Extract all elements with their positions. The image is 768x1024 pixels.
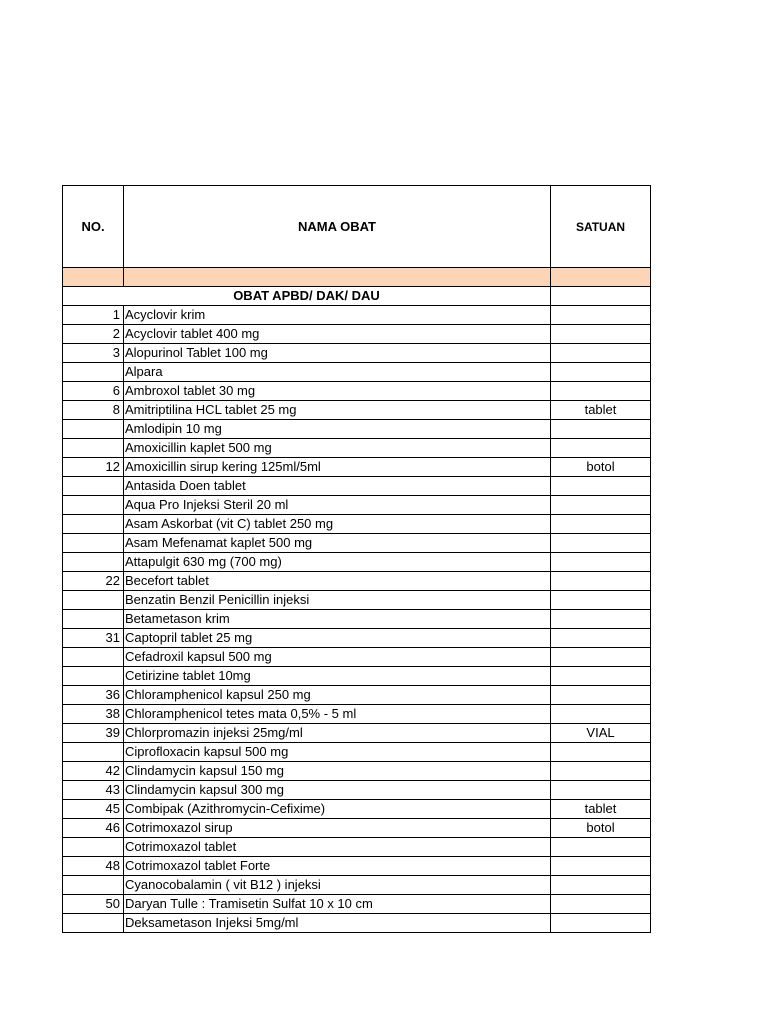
row-number-cell: 48: [63, 857, 124, 876]
unit-cell: [551, 629, 651, 648]
row-number-cell: [63, 591, 124, 610]
unit-cell: [551, 420, 651, 439]
drug-name-cell: Combipak (Azithromycin-Cefixime): [124, 800, 551, 819]
drug-name-cell: Chloramphenicol kapsul 250 mg: [124, 686, 551, 705]
unit-cell: [551, 838, 651, 857]
table-row: [63, 458, 651, 477]
row-number-cell: [63, 439, 124, 458]
row-number-cell: [63, 496, 124, 515]
drug-name-cell: Ciprofloxacin kapsul 500 mg: [124, 743, 551, 762]
spacer-cell: [124, 268, 551, 287]
table-row: [63, 895, 651, 914]
row-number-cell: [63, 838, 124, 857]
drug-name-cell: Chlorpromazin injeksi 25mg/ml: [124, 724, 551, 743]
row-number-cell: [63, 420, 124, 439]
drug-name-cell: Aqua Pro Injeksi Steril 20 ml: [124, 496, 551, 515]
highlight-spacer-row: [63, 268, 651, 287]
table-row: [63, 800, 651, 819]
unit-cell: [551, 363, 651, 382]
table-row: [63, 591, 651, 610]
unit-cell: [551, 325, 651, 344]
unit-cell: tablet: [551, 401, 651, 420]
drug-name-cell: Amoxicillin sirup kering 125ml/5ml: [124, 458, 551, 477]
unit-cell: botol: [551, 458, 651, 477]
row-number-cell: 46: [63, 819, 124, 838]
unit-cell: VIAL: [551, 724, 651, 743]
unit-cell: [551, 914, 651, 933]
drug-name-cell: Benzatin Benzil Penicillin injeksi: [124, 591, 551, 610]
drug-name-cell: Antasida Doen tablet: [124, 477, 551, 496]
unit-cell: [551, 610, 651, 629]
drug-name-cell: Daryan Tulle : Tramisetin Sulfat 10 x 10 cm: [124, 895, 551, 914]
row-number-cell: 50: [63, 895, 124, 914]
row-number-cell: 42: [63, 762, 124, 781]
table-row: [63, 686, 651, 705]
unit-cell: [551, 477, 651, 496]
drug-name-cell: Asam Askorbat (vit C) tablet 250 mg: [124, 515, 551, 534]
drug-name-cell: Cotrimoxazol sirup: [124, 819, 551, 838]
row-number-cell: 43: [63, 781, 124, 800]
drug-name-cell: Ambroxol tablet 30 mg: [124, 382, 551, 401]
row-number-cell: [63, 743, 124, 762]
row-number-cell: 45: [63, 800, 124, 819]
table-row: [63, 572, 651, 591]
unit-cell: [551, 439, 651, 458]
spacer-cell: [551, 268, 651, 287]
unit-cell: [551, 895, 651, 914]
drug-name-cell: Amoxicillin kaplet 500 mg: [124, 439, 551, 458]
header-no: NO.: [63, 186, 124, 268]
table-header-row: [63, 186, 651, 268]
unit-cell: [551, 534, 651, 553]
unit-cell: [551, 553, 651, 572]
row-number-cell: 36: [63, 686, 124, 705]
table-row: [63, 629, 651, 648]
unit-cell: [551, 496, 651, 515]
table-row: [63, 743, 651, 762]
drug-name-cell: Alopurinol Tablet 100 mg: [124, 344, 551, 363]
table-row: [63, 857, 651, 876]
table-row: [63, 781, 651, 800]
unit-cell: [551, 762, 651, 781]
table-row: [63, 382, 651, 401]
unit-cell: [551, 705, 651, 724]
table-row: [63, 705, 651, 724]
unit-cell: [551, 572, 651, 591]
table-row: [63, 553, 651, 572]
table-row: [63, 876, 651, 895]
row-number-cell: 2: [63, 325, 124, 344]
table-row: [63, 401, 651, 420]
header-drug-name: NAMA OBAT: [124, 186, 551, 268]
unit-cell: [551, 743, 651, 762]
row-number-cell: [63, 515, 124, 534]
unit-cell: [551, 857, 651, 876]
drug-name-cell: Deksametason Injeksi 5mg/ml: [124, 914, 551, 933]
table-row: [63, 914, 651, 933]
row-number-cell: 31: [63, 629, 124, 648]
drug-name-cell: Chloramphenicol tetes mata 0,5% - 5 ml: [124, 705, 551, 724]
unit-cell: [551, 591, 651, 610]
drug-name-cell: Acyclovir tablet 400 mg: [124, 325, 551, 344]
table-row: [63, 819, 651, 838]
row-number-cell: 3: [63, 344, 124, 363]
table-row: [63, 363, 651, 382]
drug-name-cell: Cetirizine tablet 10mg: [124, 667, 551, 686]
row-number-cell: 38: [63, 705, 124, 724]
section-unit-cell: [551, 287, 651, 306]
unit-cell: [551, 876, 651, 895]
unit-cell: [551, 344, 651, 363]
section-header-row: [63, 287, 651, 306]
table-row: [63, 838, 651, 857]
drug-name-cell: Becefort tablet: [124, 572, 551, 591]
unit-cell: tablet: [551, 800, 651, 819]
table-row: [63, 325, 651, 344]
row-number-cell: 39: [63, 724, 124, 743]
row-number-cell: 6: [63, 382, 124, 401]
drug-name-cell: Captopril tablet 25 mg: [124, 629, 551, 648]
table-row: [63, 667, 651, 686]
row-number-cell: [63, 534, 124, 553]
table-row: [63, 610, 651, 629]
table-row: [63, 344, 651, 363]
drug-name-cell: Acyclovir krim: [124, 306, 551, 325]
unit-cell: [551, 382, 651, 401]
table-row: [63, 439, 651, 458]
row-number-cell: 22: [63, 572, 124, 591]
table-row: [63, 762, 651, 781]
drug-name-cell: Cefadroxil kapsul 500 mg: [124, 648, 551, 667]
row-number-cell: [63, 648, 124, 667]
unit-cell: [551, 686, 651, 705]
row-number-cell: [63, 914, 124, 933]
row-number-cell: [63, 363, 124, 382]
table-body: [63, 268, 651, 933]
unit-cell: [551, 667, 651, 686]
spacer-cell: [63, 268, 124, 287]
drug-name-cell: Cotrimoxazol tablet Forte: [124, 857, 551, 876]
row-number-cell: [63, 477, 124, 496]
table-row: [63, 648, 651, 667]
row-number-cell: 8: [63, 401, 124, 420]
row-number-cell: [63, 553, 124, 572]
drug-name-cell: Betametason krim: [124, 610, 551, 629]
table-row: [63, 477, 651, 496]
table-row: [63, 420, 651, 439]
row-number-cell: [63, 876, 124, 895]
drug-name-cell: Cyanocobalamin ( vit B12 ) injeksi: [124, 876, 551, 895]
table-row: [63, 496, 651, 515]
unit-cell: [551, 515, 651, 534]
table-row: [63, 515, 651, 534]
drug-name-cell: Clindamycin kapsul 150 mg: [124, 762, 551, 781]
drug-name-cell: Attapulgit 630 mg (700 mg): [124, 553, 551, 572]
row-number-cell: [63, 667, 124, 686]
unit-cell: [551, 781, 651, 800]
row-number-cell: 12: [63, 458, 124, 477]
row-number-cell: 1: [63, 306, 124, 325]
drug-name-cell: Amitriptilina HCL tablet 25 mg: [124, 401, 551, 420]
unit-cell: [551, 306, 651, 325]
header-unit: SATUAN: [551, 186, 651, 268]
drug-name-cell: Amlodipin 10 mg: [124, 420, 551, 439]
drug-name-cell: Asam Mefenamat kaplet 500 mg: [124, 534, 551, 553]
drug-name-cell: Alpara: [124, 363, 551, 382]
unit-cell: [551, 648, 651, 667]
drug-name-cell: Cotrimoxazol tablet: [124, 838, 551, 857]
unit-cell: botol: [551, 819, 651, 838]
drug-list-table: [62, 185, 651, 933]
table-row: [63, 534, 651, 553]
table-row: [63, 306, 651, 325]
drug-name-cell: Clindamycin kapsul 300 mg: [124, 781, 551, 800]
row-number-cell: [63, 610, 124, 629]
table-row: [63, 724, 651, 743]
section-title: OBAT APBD/ DAK/ DAU: [63, 287, 551, 306]
